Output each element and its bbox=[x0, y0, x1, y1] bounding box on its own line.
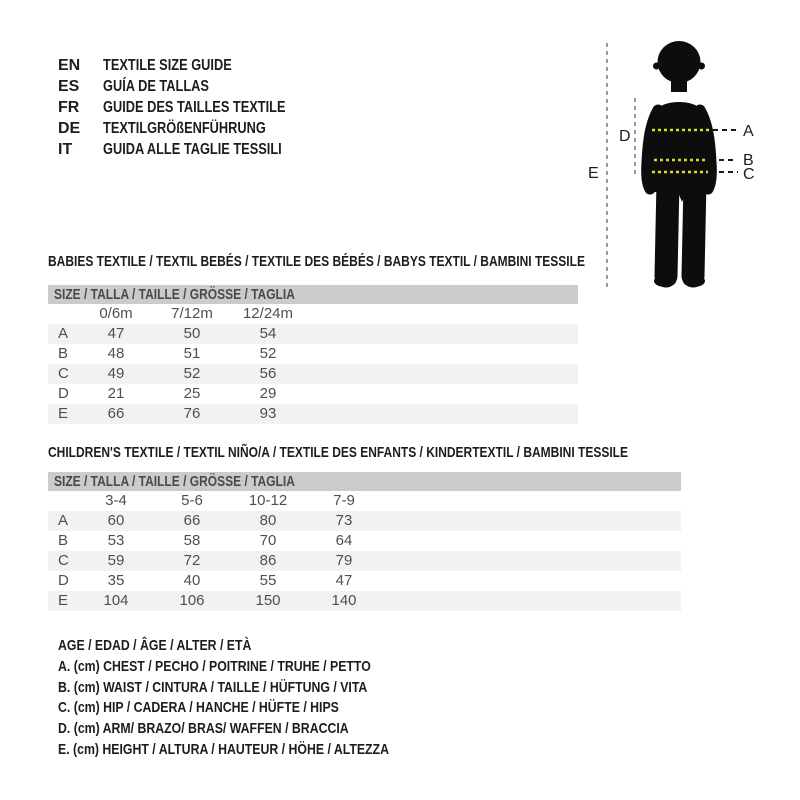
cell-value: 70 bbox=[259, 532, 277, 549]
measure-label-a: A bbox=[743, 123, 754, 140]
cell-value: 47 bbox=[107, 325, 125, 342]
table-row bbox=[48, 571, 681, 591]
babies-size-table bbox=[48, 285, 578, 424]
language-code: FR bbox=[58, 99, 80, 116]
column-header-row bbox=[48, 304, 578, 324]
language-code: EN bbox=[58, 57, 81, 74]
cell-value: 104 bbox=[103, 592, 129, 609]
row-label: A bbox=[58, 325, 69, 342]
cell-value: 51 bbox=[183, 345, 201, 362]
row-label: C bbox=[58, 552, 69, 569]
cell-value: 66 bbox=[107, 405, 125, 422]
language-title: GUIDA ALLE TAGLIE TESSILI bbox=[103, 141, 282, 158]
babies-section-title: BABIES TEXTILE / TEXTIL BEBÉS / TEXTILE DES BÉBÉS / BABYS TEXTIL / BAMBINI TESSILE bbox=[48, 253, 585, 270]
cell-value: 59 bbox=[107, 552, 125, 569]
legend-line-waist: B. (cm) WAIST / CINTURA / TAILLE / HÜFTUNG / VITA bbox=[58, 678, 368, 696]
cell-value: 29 bbox=[259, 385, 277, 402]
language-title: GUÍA DE TALLAS bbox=[103, 78, 209, 95]
table-row bbox=[48, 404, 578, 424]
table-row bbox=[48, 344, 578, 364]
column-header: 3-4 bbox=[105, 492, 127, 509]
cell-value: 35 bbox=[107, 572, 125, 589]
row-label: A bbox=[58, 512, 69, 529]
children-size-table bbox=[48, 472, 681, 611]
cell-value: 150 bbox=[255, 592, 281, 609]
cell-value: 47 bbox=[335, 572, 353, 589]
language-title: TEXTILGRÖßENFÜHRUNG bbox=[103, 120, 266, 137]
cell-value: 53 bbox=[107, 532, 125, 549]
cell-value: 106 bbox=[179, 592, 205, 609]
cell-value: 60 bbox=[107, 512, 125, 529]
cell-value: 64 bbox=[335, 532, 353, 549]
cell-value: 76 bbox=[183, 405, 201, 422]
row-label: D bbox=[58, 385, 69, 402]
cell-value: 66 bbox=[183, 512, 201, 529]
cell-value: 50 bbox=[183, 325, 201, 342]
language-code: ES bbox=[58, 78, 80, 95]
legend-line-arm: D. (cm) ARM/ BRAZO/ BRAS/ WAFFEN / BRACCIA bbox=[58, 720, 349, 738]
measure-label-d: D bbox=[619, 128, 631, 145]
cell-value: 52 bbox=[259, 345, 277, 362]
children-section-title: CHILDREN'S TEXTILE / TEXTIL NIÑO/A / TEXTILE DES ENFANTS / KINDERTEXTIL / BAMBINI TESSILE bbox=[48, 444, 629, 461]
row-label: B bbox=[58, 532, 69, 549]
cell-value: 93 bbox=[259, 405, 277, 422]
cell-value: 40 bbox=[183, 572, 201, 589]
table-row bbox=[48, 531, 681, 551]
column-header-row bbox=[48, 491, 681, 511]
language-title: TEXTILE SIZE GUIDE bbox=[103, 57, 232, 74]
cell-value: 48 bbox=[107, 345, 125, 362]
legend-line-height: E. (cm) HEIGHT / ALTURA / HAUTEUR / HÖHE / ALTEZZA bbox=[58, 740, 389, 758]
language-code: IT bbox=[58, 141, 73, 158]
row-label-spacer bbox=[48, 304, 78, 324]
row-label: E bbox=[58, 405, 69, 422]
cell-value: 52 bbox=[183, 365, 201, 382]
cell-value: 80 bbox=[259, 512, 277, 529]
cell-value: 49 bbox=[107, 365, 125, 382]
cell-value: 72 bbox=[183, 552, 201, 569]
language-title: GUIDE DES TAILLES TEXTILE bbox=[103, 99, 286, 116]
cell-value: 54 bbox=[259, 325, 277, 342]
measure-label-c: C bbox=[743, 166, 755, 183]
column-header: 7-9 bbox=[333, 492, 355, 509]
cell-value: 58 bbox=[183, 532, 201, 549]
measurement-legend bbox=[58, 636, 462, 761]
cell-value: 25 bbox=[183, 385, 201, 402]
column-header: 7/12m bbox=[171, 305, 213, 322]
table-row bbox=[48, 551, 681, 571]
column-header: 12/24m bbox=[242, 305, 294, 322]
row-label: C bbox=[58, 365, 69, 382]
table-row bbox=[48, 324, 578, 344]
column-header: 5-6 bbox=[181, 492, 203, 509]
row-label: B bbox=[58, 345, 69, 362]
legend-line-chest: A. (cm) CHEST / PECHO / POITRINE / TRUHE / PETTO bbox=[58, 657, 371, 675]
legend-line-hip: C. (cm) HIP / CADERA / HANCHE / HÜFTE / HIPS bbox=[58, 699, 339, 717]
row-label-spacer bbox=[48, 491, 78, 511]
column-header: 10-12 bbox=[248, 492, 288, 509]
cell-value: 140 bbox=[331, 592, 357, 609]
row-label: E bbox=[58, 592, 69, 609]
cell-value: 73 bbox=[335, 512, 353, 529]
column-header: 0/6m bbox=[99, 305, 133, 322]
measure-label-b: B bbox=[743, 152, 754, 169]
table-row bbox=[48, 591, 681, 611]
cell-value: 79 bbox=[335, 552, 353, 569]
child-silhouette-icon bbox=[647, 41, 712, 287]
table-row bbox=[48, 384, 578, 404]
size-header-bar: SIZE / TALLA / TAILLE / GRÖSSE / TAGLIA bbox=[48, 472, 681, 491]
cell-value: 86 bbox=[259, 552, 277, 569]
cell-value: 21 bbox=[107, 385, 125, 402]
size-header-bar: SIZE / TALLA / TAILLE / GRÖSSE / TAGLIA bbox=[48, 285, 578, 304]
cell-value: 55 bbox=[259, 572, 277, 589]
row-label: D bbox=[58, 572, 69, 589]
measure-label-e: E bbox=[588, 165, 599, 182]
legend-line-age: AGE / EDAD / ÂGE / ALTER / ETÀ bbox=[58, 637, 252, 654]
table-row bbox=[48, 364, 578, 384]
language-code: DE bbox=[58, 120, 81, 137]
cell-value: 56 bbox=[259, 365, 277, 382]
table-row bbox=[48, 511, 681, 531]
